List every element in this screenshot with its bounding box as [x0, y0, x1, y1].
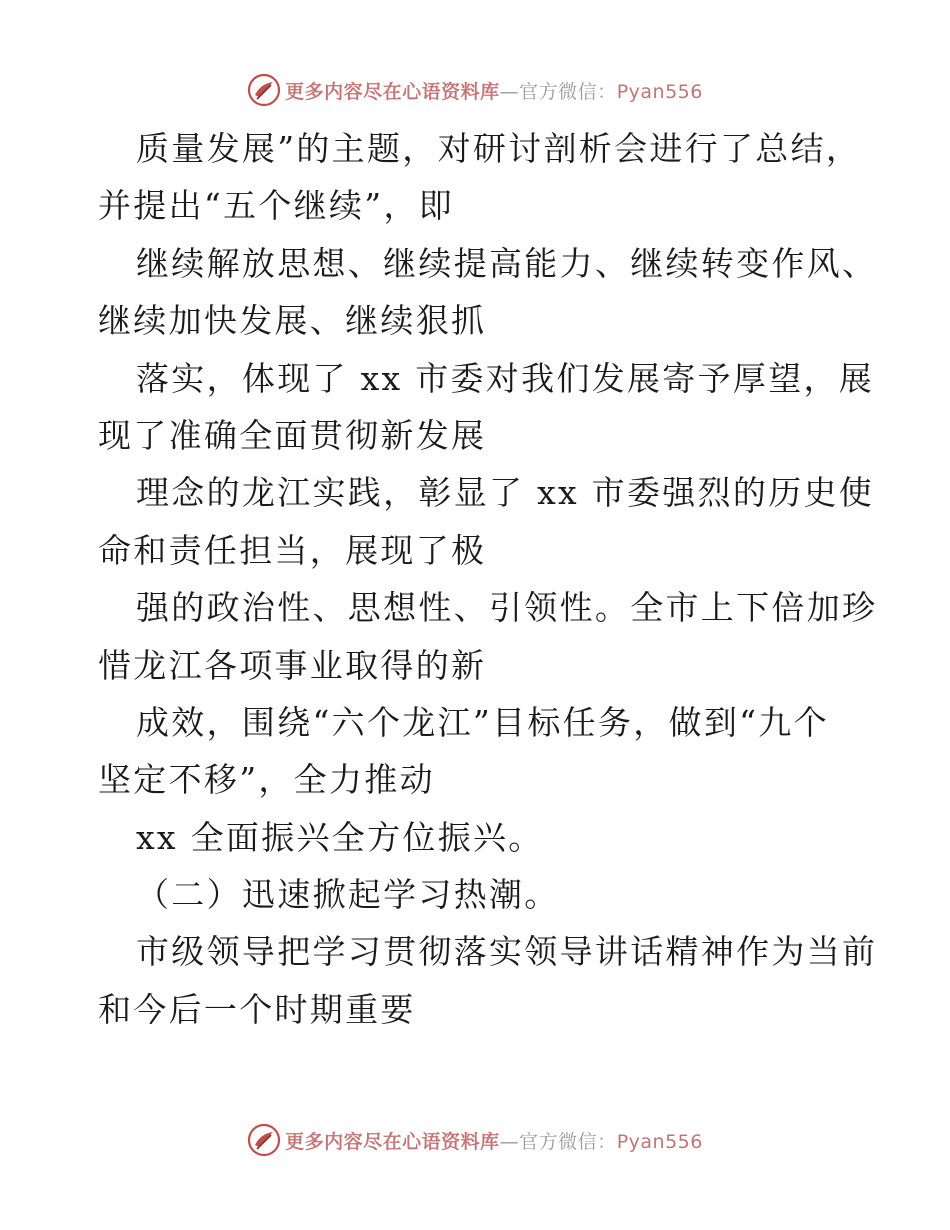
footer-banner-text — [285, 1127, 703, 1154]
footer-separator: — — [499, 1130, 520, 1153]
body-line: 惜龙江各项事业取得的新 — [98, 645, 487, 685]
footer-banner — [0, 1120, 950, 1160]
logo-icon — [247, 1123, 281, 1157]
footer-brand: 更多内容尽在心语资料库 — [285, 1130, 500, 1153]
body-line: xx 全面振兴全方位振兴。 — [136, 817, 544, 857]
body-line: 市级领导把学习贯彻落实领导讲话精神作为当前 — [136, 932, 878, 972]
body-line: 现了准确全面贯彻新发展 — [98, 415, 487, 455]
header-banner-text — [285, 77, 703, 104]
header-brand: 更多内容尽在心语资料库 — [285, 80, 500, 103]
body-line: 继续解放思想、继续提高能力、继续转变作风、 — [136, 243, 878, 283]
document-body — [98, 120, 878, 1038]
body-line: 质量发展”的主题，对研讨剖析会进行了总结， — [136, 129, 862, 168]
header-wechat-label: 官方微信： — [519, 80, 617, 103]
body-line: 强的政治性、思想性、引领性。全市上下倍加珍 — [136, 588, 878, 628]
body-line: 继续加快发展、继续狠抓 — [98, 301, 487, 341]
body-line: 成效，围绕“六个龙江”目标任务，做到“九个 — [136, 702, 829, 742]
footer-wechat-handle: Pyan556 — [616, 1130, 703, 1153]
body-line: 并提出“五个继续”，即 — [98, 186, 455, 226]
body-line: 坚定不移”，全力推动 — [98, 760, 435, 800]
body-line: 和今后一个时期重要 — [98, 989, 416, 1029]
body-line: 理念的龙江实践，彰显了 xx 市委强烈的历史使 — [136, 473, 875, 513]
header-separator: — — [499, 80, 520, 103]
header-banner — [0, 70, 950, 110]
section-heading: （二）迅速掀起学习热潮。 — [136, 875, 560, 915]
footer-wechat-label: 官方微信： — [519, 1130, 617, 1153]
header-wechat-handle: Pyan556 — [616, 80, 703, 103]
logo-icon — [247, 73, 281, 107]
body-line: 落实，体现了 xx 市委对我们发展寄予厚望，展 — [136, 358, 875, 398]
body-line: 命和责任担当，展现了极 — [98, 530, 487, 570]
